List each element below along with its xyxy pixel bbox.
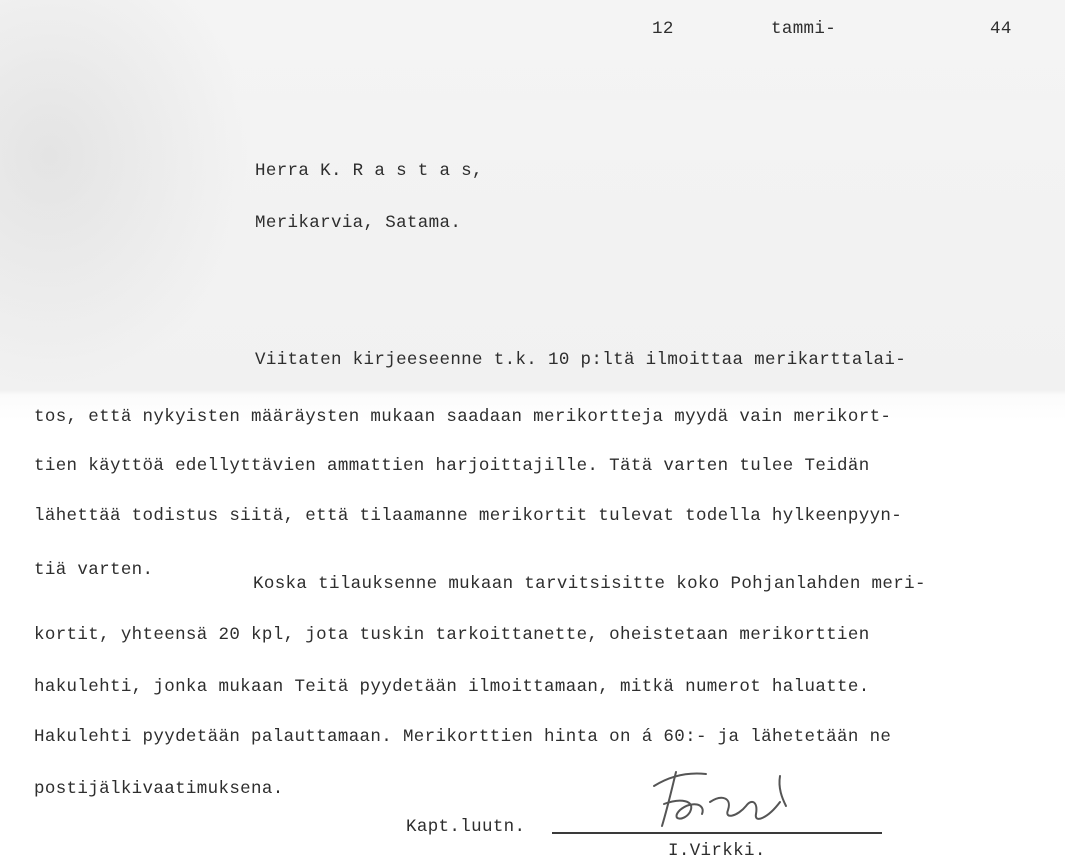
body-line: Koska tilauksenne mukaan tarvitsisitte koko Pohjanlahden meri- (253, 574, 926, 594)
body-line: tien käyttöä edellyttävien ammattien harjoittajille. Tätä varten tulee Teidän (34, 456, 870, 476)
body-line: Viitaten kirjeeseenne t.k. 10 p:ltä ilmoittaa merikarttalai- (255, 350, 907, 370)
scan-shading (0, 0, 250, 390)
date-day: 12 (652, 19, 674, 39)
signature-line (552, 832, 882, 834)
body-line: kortit, yhteensä 20 kpl, jota tuskin tarkoittanette, oheistetaan merikorttien (34, 625, 870, 645)
signatory-name: I.Virkki. (668, 841, 766, 861)
body-line: lähettää todistus siitä, että tilaamanne merikortit tulevat todella hylkeenpyyn- (34, 506, 903, 526)
body-line: tos, että nykyisten määräysten mukaan saadaan merikortteja myydä vain merikort- (34, 407, 892, 427)
recipient-place: Merikarvia, Satama. (255, 213, 462, 233)
handwritten-signature (640, 758, 810, 838)
date-month: tammi- (771, 19, 837, 39)
signatory-title: Kapt.luutn. (406, 817, 526, 837)
body-line: postijälkivaatimuksena. (34, 779, 284, 799)
body-line: tiä varten. (34, 560, 154, 580)
body-line: Hakulehti pyydetään palauttamaan. Merikorttien hinta on á 60:- ja lähetetään ne (34, 727, 892, 747)
date-year: 44 (990, 19, 1012, 39)
body-line: hakulehti, jonka mukaan Teitä pyydetään ilmoittamaan, mitkä numerot haluatte. (34, 677, 870, 697)
recipient-name: Herra K. R a s t a s, (255, 161, 483, 181)
